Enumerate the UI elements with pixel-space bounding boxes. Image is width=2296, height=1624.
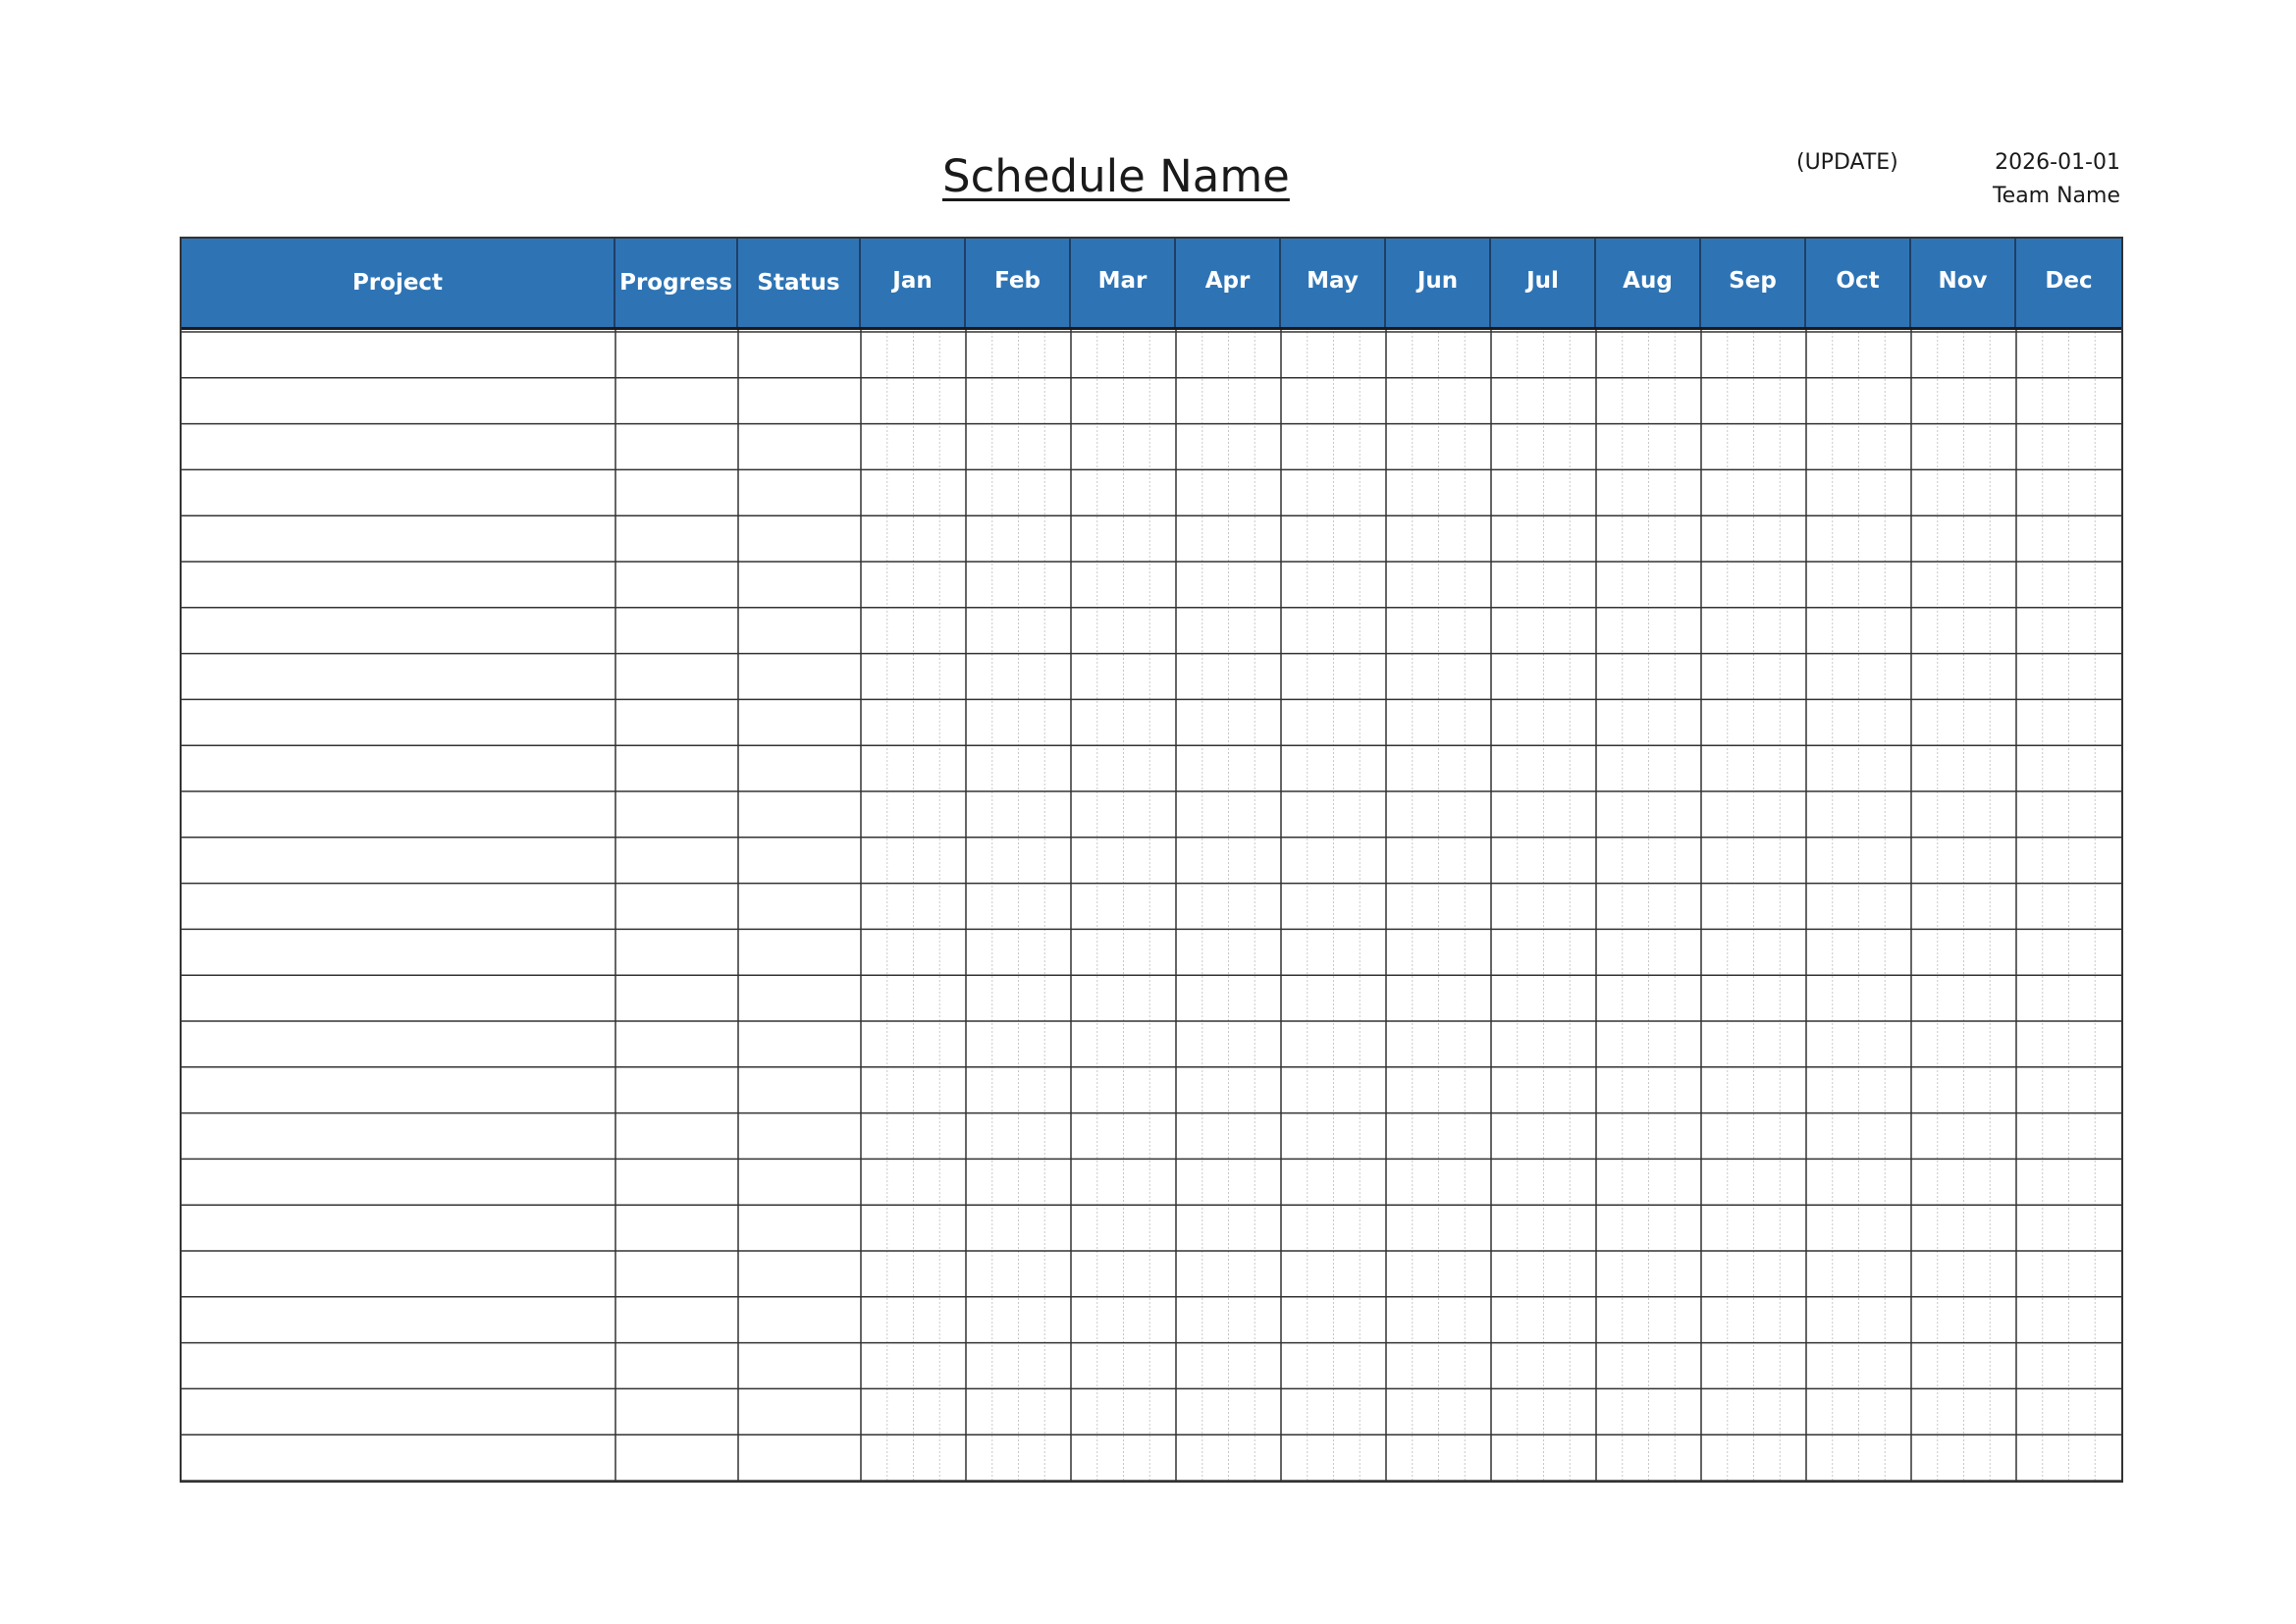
header-month-apr: Apr	[1176, 239, 1281, 327]
header-month-jan: Jan	[861, 239, 966, 327]
header-month-mar: Mar	[1071, 239, 1176, 327]
header-month-may: May	[1281, 239, 1386, 327]
header-month-dec: Dec	[2016, 239, 2121, 327]
header-month-oct: Oct	[1806, 239, 1911, 327]
update-label: (UPDATE)	[1796, 150, 1898, 175]
header-month-feb: Feb	[966, 239, 1071, 327]
update-date: 2026-01-01	[1995, 150, 2120, 175]
header-month-jul: Jul	[1491, 239, 1596, 327]
team-name: Team Name	[1992, 184, 2120, 208]
header-project: Project	[182, 239, 615, 327]
schedule-table	[180, 237, 2123, 1483]
header-status: Status	[738, 239, 861, 327]
schedule-grid	[182, 239, 2121, 1481]
header-month-jun: Jun	[1386, 239, 1491, 327]
header-month-aug: Aug	[1596, 239, 1701, 327]
header-progress: Progress	[615, 239, 738, 327]
header-month-sep: Sep	[1701, 239, 1806, 327]
schedule-title: Schedule Name	[942, 150, 1290, 202]
header-month-nov: Nov	[1911, 239, 2016, 327]
